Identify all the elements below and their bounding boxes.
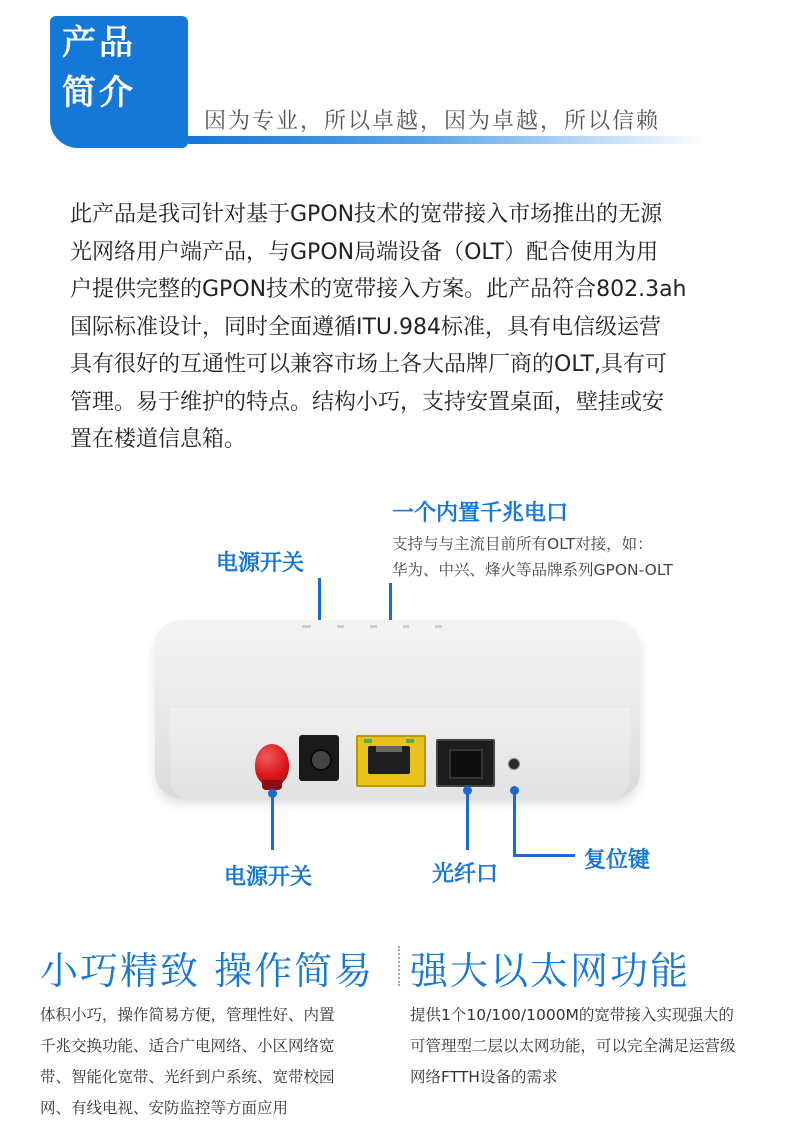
power-bottom-leader [271, 794, 274, 850]
intro-line: 具有很好的互通性可以兼容市场上各大品牌厂商的OLT,具有可 [70, 352, 667, 377]
feature-left-title: 小巧精致 操作简易 [40, 949, 375, 993]
feature-right-text [410, 1000, 736, 1093]
intro-line: 置在楼道信息箱。 [70, 427, 247, 452]
feature-left-line: 千兆交换功能、适合广电网络、小区网络宽 [40, 1037, 335, 1055]
intro-line: 管理。易于维护的特点。结构小巧，支持安置桌面，壁挂或安 [70, 389, 665, 415]
fiber-port-label: 光纤口 [432, 862, 499, 887]
reset-leader-horizontal [513, 854, 575, 857]
gigabit-port-desc-2: 华为、中兴、烽火等品牌系列GPON-OLT [392, 561, 673, 579]
ethernet-port[interactable] [356, 735, 426, 787]
gigabit-port-desc-1: 支持与与主流目前所有OLT对接，如： [392, 535, 653, 553]
intro-line: 户提供完整的GPON技术的宽带接入方案。此产品符合802.3ah [70, 277, 687, 302]
fiber-port[interactable] [436, 739, 495, 787]
header-underline [188, 136, 708, 144]
reset-button-label: 复位键 [584, 848, 651, 873]
power-label-bottom: 电源开关 [224, 865, 313, 890]
led-marks [302, 625, 442, 629]
dc-power-jack[interactable] [299, 735, 339, 781]
feature-right-title: 强大以太网功能 [410, 949, 691, 993]
gigabit-port-title: 一个内置千兆电口 [392, 501, 569, 526]
power-label-top: 电源开关 [216, 551, 305, 576]
intro-paragraph [70, 196, 750, 459]
intro-line: 此产品是我司针对基于GPON技术的宽带接入市场推出的无源 [70, 202, 663, 227]
fiber-leader [466, 790, 469, 850]
feature-right-line: 可管理型二层以太网功能，可以完全满足运营级 [410, 1037, 736, 1055]
feature-right-line: 提供1个10/100/1000M的宽带接入实现强大的 [410, 1006, 734, 1024]
reset-leader-vertical [513, 790, 516, 857]
badge-title-line2: 简介 [62, 73, 136, 113]
intro-line: 光网络用户端产品，与GPON局端设备（OLT）配合使用为用 [70, 239, 659, 265]
feature-left-line: 体积小巧，操作简易方便，管理性好、内置 [40, 1006, 335, 1024]
badge-title-line1: 产品 [62, 23, 136, 63]
header-tagline: 因为专业，所以卓越，因为卓越，所以信赖 [204, 109, 661, 134]
feature-right-line: 网络FTTH设备的需求 [410, 1068, 558, 1086]
column-divider [398, 946, 400, 986]
feature-left-text [40, 1000, 335, 1124]
intro-line: 国际标准设计，同时全面遵循ITU.984标准，具有电信级运营 [70, 314, 662, 340]
feature-left-line: 带、智能化宽带、光纤到户系统、宽带校园 [40, 1068, 335, 1086]
feature-left-line: 网、有线电视、安防监控等方面应用 [40, 1099, 289, 1117]
reset-hole[interactable] [508, 758, 520, 770]
